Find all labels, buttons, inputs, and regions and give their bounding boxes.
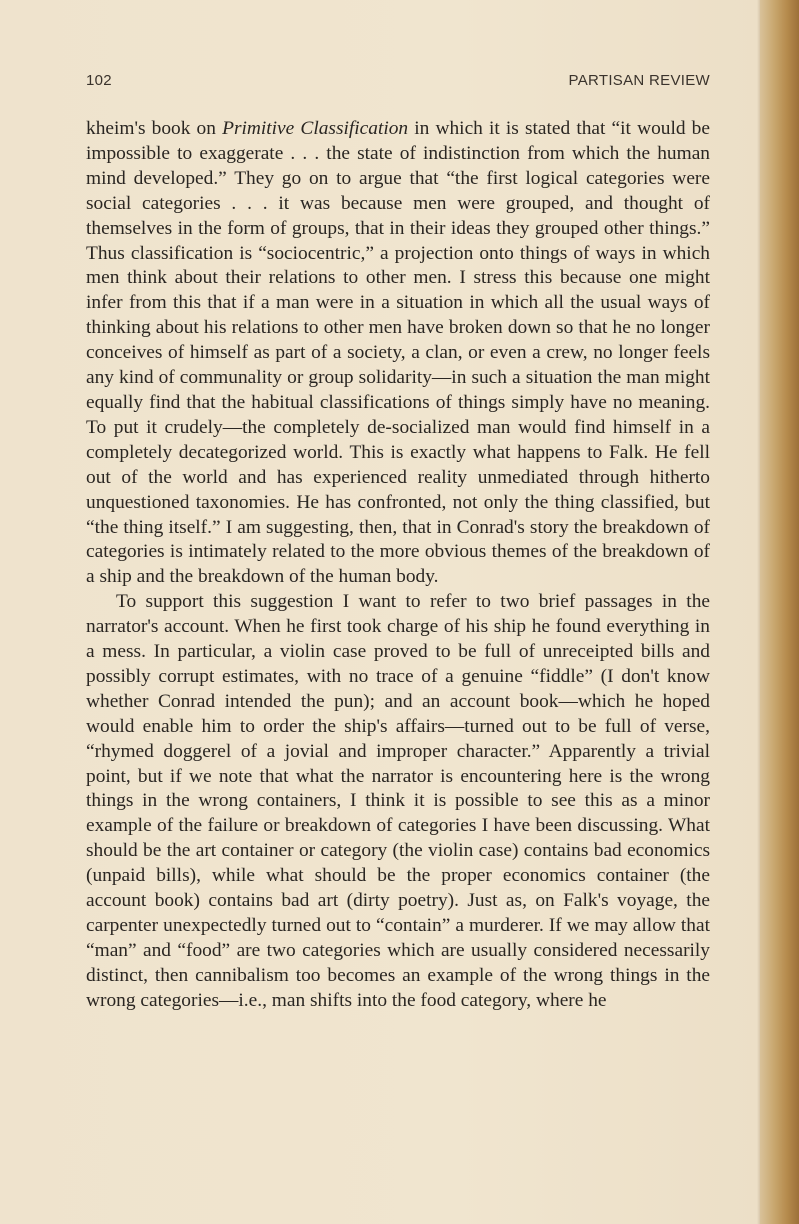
journal-title: PARTISAN REVIEW	[568, 72, 710, 89]
page-number: 102	[86, 72, 112, 89]
paragraph-1-lead: kheim's book on	[86, 118, 223, 139]
paragraph-1	[86, 117, 710, 590]
body-text	[86, 117, 710, 1014]
book-title-italic: Primitive Classification	[222, 118, 409, 139]
paragraph-2: To support this suggestion I want to refer to two brief passages in the narrator's account. When he first took charge of his ship he found everything in a mess. In particular, a violin case proved to be full of unreceipted bills and possibly corrupt estimates, with no trace of a genuine “fiddle” (I don't know whether Conrad intended the pun); and an account book—which he hoped would enable him to order the ship's affairs—turned out to be full of verse, “rhymed doggerel of a jovial and improper character.” Apparently a trivial point, but if we note that what the narrator is encountering here is the wrong things in the wrong containers, I think it is possible to see this as a minor example of the failure or breakdown of categories I have been discussing. What should be the art container or category (the violin case) contains bad economics (unpaid bills), while what should be the proper economics container (the account book) contains bad art (dirty poetry). Just as, on Falk's voyage, the carpenter unexpectedly turned out to “contain” a murderer. If we may allow that “man” and “food” are two categories which are usually considered necessarily distinct, then cannibalism too becomes an example of the wrong things in the wrong categories—i.e., man shifts into the food category, where he	[86, 591, 710, 1011]
page-edge-stack	[760, 0, 799, 1224]
running-head	[86, 72, 710, 89]
paragraph-1-body: in which it is stated that “it would be impossible to exaggerate . . . the state of indistinction from which the human mind developed.” They go on to argue that “the first logical categories were social categories . . . it was because men were grouped, and thought of themselves in the form of groups, that in their ideas they grouped other things.” Thus classification is “sociocentric,” a projection onto things of ways in which men think about their relations to other men. I stress this because one might infer from this that if a man were in a situation in which all the usual ways of thinking about his relations to other men have broken down so that he no longer conceives of himself as part of a society, a clan, or even a crew, no longer feels any kind of communality or group solidarity—in such a situation the man might equally find that the habitual classifications of things simply have no meaning. To put it crudely—the completely de-socialized man would find himself in a completely decategorized world. This is exactly what happens to Falk. He fell out of the world and has experienced reality unmediated through hitherto unquestioned taxonomies. He has confronted, not only the thing classified, but “the thing itself.” I am suggesting, then, that in Conrad's story the breakdown of categories is intimately related to the more obvious themes of the breakdown of a ship and the breakdown of the human body.	[86, 118, 710, 588]
